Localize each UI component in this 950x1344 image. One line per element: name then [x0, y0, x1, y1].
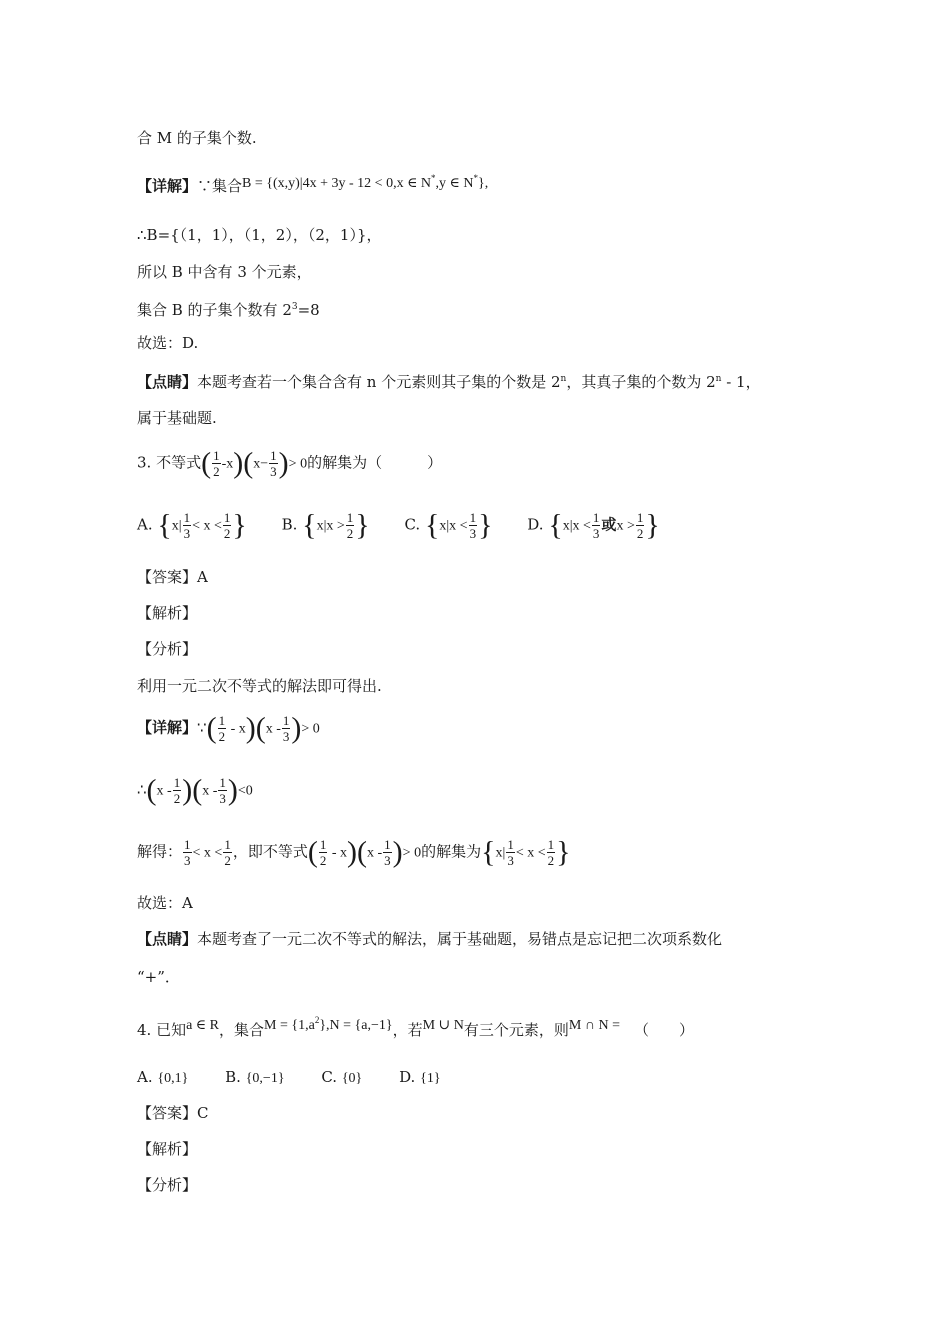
subset-count: 集合 B 的子集个数有 $2^3=8$ — [137, 301, 320, 319]
answer-3: 【答案】A — [137, 568, 208, 586]
set-b-elements: ∴B={（1，1），（1，2），（2，1）}， — [137, 226, 382, 244]
solve-line: 解得： $\frac{1}{3}$ < x < $\frac{1}{2}$ ，即不等式( $\frac{1}{2}$ - x)(x - $\frac{1}{3}$ )> 0的解集为{x| $\frac{1}{3}$ < x < $\frac{1}{2}$ } — [137, 835, 571, 869]
question-3-options — [137, 510, 690, 541]
remark-3: 【点睛】本题考查了一元二次不等式的解法，属于基础题，易错点是忘记把二次项系数化 — [137, 930, 723, 948]
choice-a-3: 故选：A — [137, 894, 193, 912]
remark-line-2: 属于基础题. — [137, 409, 217, 427]
option-c: C. {x|x < $\frac{1}{3}$ } — [404, 508, 493, 542]
detail-text: ∵集合 — [197, 177, 243, 195]
element-count: 所以 B 中含有 3 个元素， — [137, 263, 312, 281]
analyze-3-text: 利用一元二次不等式的解法即可得出. — [137, 677, 382, 695]
analysis-4: 【解析】 — [137, 1140, 198, 1158]
line-subset-count: 合 M 的子集个数. — [137, 129, 257, 147]
question-4-options — [137, 1067, 471, 1089]
detail-tag: 【详解】 — [137, 177, 198, 195]
therefore-line: ∴(x - $\frac{1}{2}$ )(x - $\frac{1}{3}$ )<0 — [137, 773, 253, 807]
question-4: 4. 已知a ∈ R，集合$M = \{1,a^2\},N = \{a,-1\}$，若M ∪ N有三个元素，则M ∩ N = （ ） — [137, 1015, 695, 1039]
question-3: 3. 不等式( $\frac{1}{2}$ -x)(x− $\frac{1}{3}$ )> 0的解集为（ ） — [137, 446, 443, 480]
remark-line: 【点睛】本题考查若一个集合含有 n 个元素则其子集的个数是 2$^n$，其真子集的个数为 2$^n$ - 1， — [137, 373, 761, 391]
analysis-3: 【解析】 — [137, 604, 198, 622]
choice-d: 故选：D. — [137, 334, 199, 352]
analyze-3: 【分析】 — [137, 640, 198, 658]
q4-option-d: D. {1} — [399, 1068, 441, 1086]
q4-option-c: C. {0} — [321, 1068, 363, 1086]
detail-3-line: 【详解】∵( $\frac{1}{2}$ - x)(x - $\frac{1}{3}$ )> 0 — [137, 711, 320, 745]
answer-4: 【答案】C — [137, 1104, 209, 1122]
set-b-definition: B = {(x,y)|4x + 3y - 12 < 0,x ∈ N*,y ∈ N*}, — [242, 173, 489, 191]
q4-option-a: A. {0,1} — [137, 1068, 189, 1086]
q4-option-b: B. {0,−1} — [225, 1068, 285, 1086]
remark-3-line-2: “+”． — [137, 968, 180, 986]
option-b: B. {x|x > $\frac{1}{2}$ } — [281, 508, 370, 542]
analyze-4: 【分析】 — [137, 1176, 198, 1194]
detail-solution-line — [137, 168, 488, 196]
option-a: A. {x| $\frac{1}{3}$ < x < $\frac{1}{2}$ } — [137, 508, 247, 542]
option-d: D. {x|x < $\frac{1}{3}$ 或x > $\frac{1}{2}$ } — [527, 508, 660, 542]
